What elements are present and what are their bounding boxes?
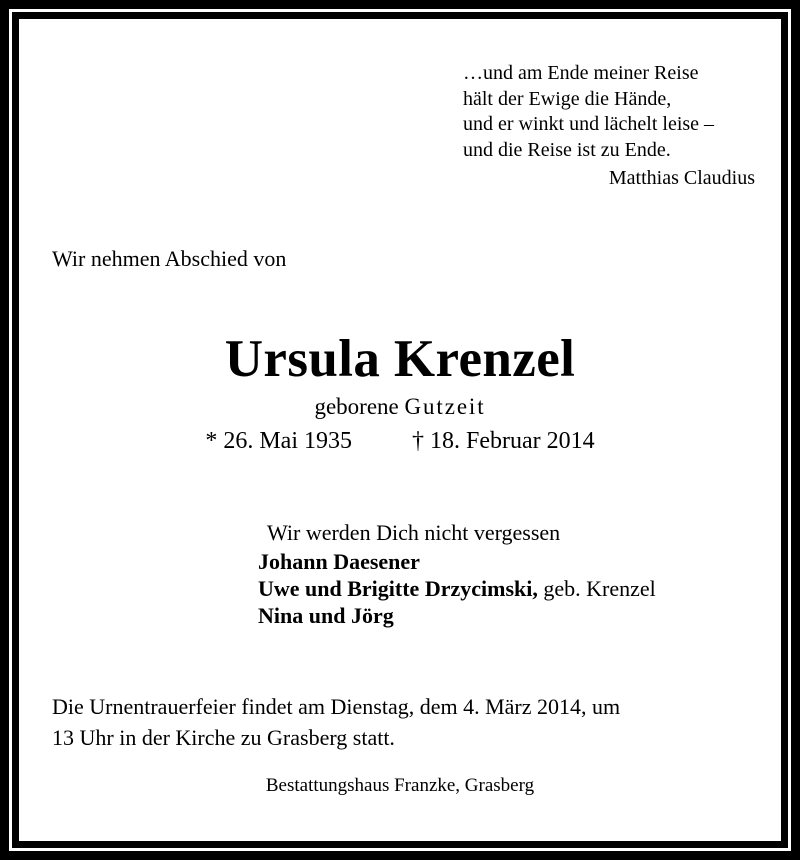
maiden-surname: Gutzeit [404, 394, 486, 419]
farewell-text: Wir nehmen Abschied von [52, 246, 287, 271]
ceremony-block [52, 691, 752, 753]
survivors-intro: Wir werden Dich nicht vergessen [267, 520, 561, 545]
death-symbol: † [412, 428, 425, 454]
ceremony-line-1: Die Urnentrauerfeier findet am Dienstag, dem 4. März 2014, um [52, 694, 621, 719]
survivor-entry-3 [258, 602, 656, 629]
epigraph-line-1: …und am Ende meiner Reise [463, 62, 699, 84]
survivor-name-3: Nina und Jörg [258, 603, 394, 628]
deceased-block [19, 328, 781, 457]
birth-date: 26. Mai 1935 [223, 428, 353, 454]
survivor-entry-1 [258, 548, 656, 575]
epigraph-block [463, 61, 755, 192]
survivors-block [258, 518, 656, 629]
epigraph-author: Matthias Claudius [608, 167, 755, 189]
funeral-home-credit: Bestattungshaus Franzke, Grasberg [265, 775, 535, 796]
epigraph-line-2: hält der Ewige die Hände, [463, 87, 672, 110]
birth-symbol: * [205, 428, 218, 454]
deceased-name: Ursula Krenzel [224, 330, 576, 388]
ceremony-line-2: 13 Uhr in der Kirche zu Grasberg statt. [52, 725, 395, 750]
maiden-name-line [19, 392, 781, 422]
notice-content [19, 19, 781, 841]
life-dates-line [19, 425, 781, 457]
epigraph-line-3: und er winkt und lächelt leise – [463, 113, 715, 135]
survivor-name-1: Johann Daesener [258, 549, 420, 574]
death-date: 18. Februar 2014 [430, 428, 595, 454]
survivor-suffix-2: geb. Krenzel [537, 576, 656, 601]
survivor-entry-2 [258, 575, 656, 602]
survivor-name-2: Uwe und Brigitte Drzycimski, [258, 576, 538, 601]
maiden-name-prefix: geborene [314, 394, 405, 419]
epigraph-line-4: und die Reise ist zu Ende. [463, 138, 671, 161]
